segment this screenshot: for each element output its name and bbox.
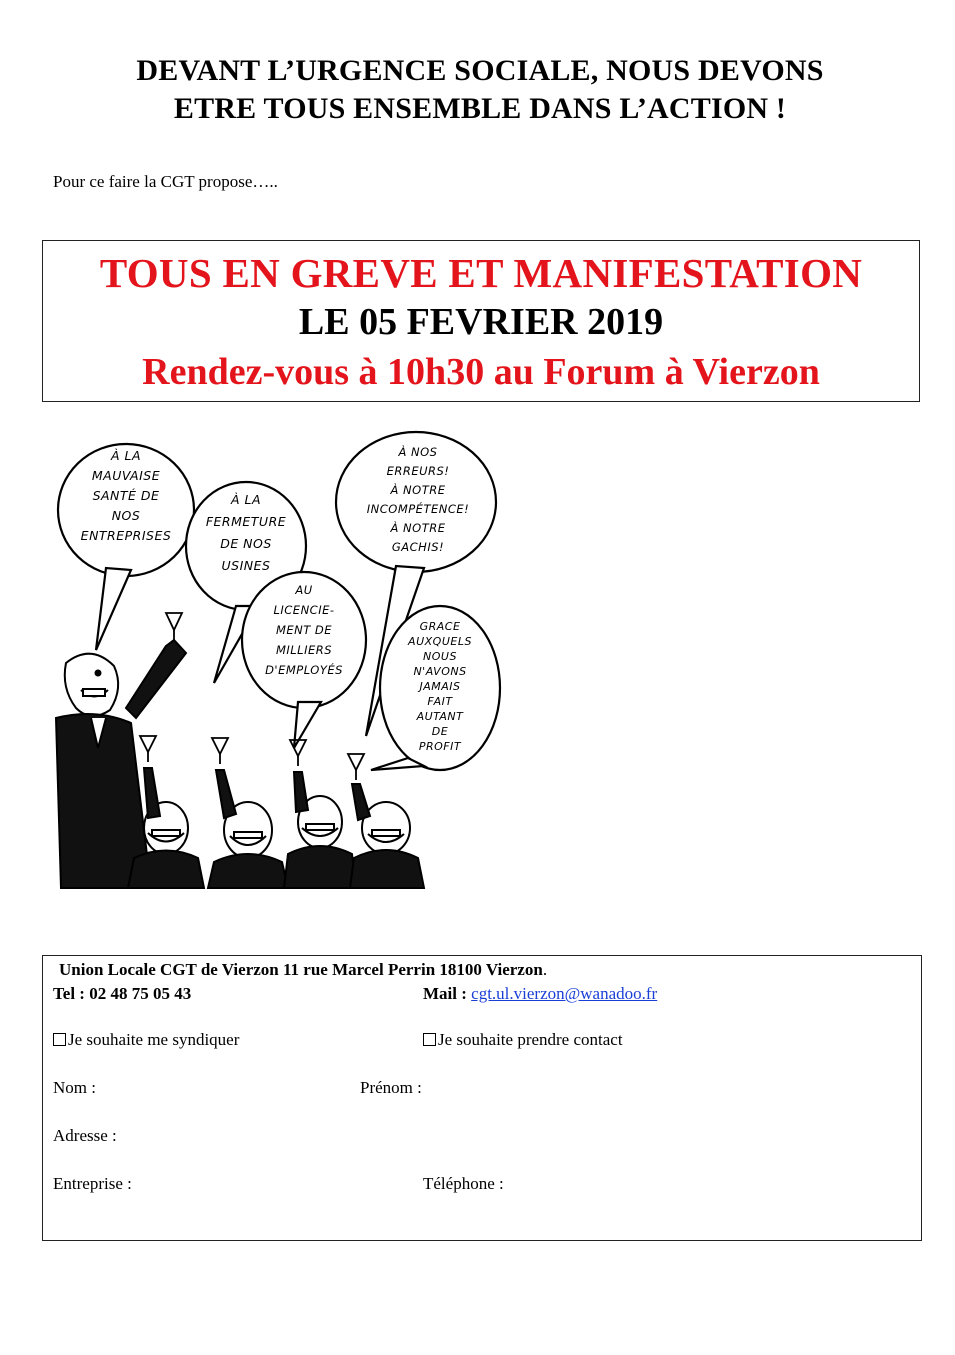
checkbox-syndiquer[interactable] [53,1033,66,1046]
callout-strike-title: TOUS EN GREVE ET MANIFESTATION [99,250,863,296]
bubble-2-line-4: USINES [221,558,271,573]
bubble-5-line-6: FAIT [427,695,453,708]
bubble-3-line-3: MENT DE [275,623,333,637]
bubble-3-line-4: MILLIERS [275,643,333,657]
option-syndiquer[interactable] [53,1030,239,1050]
mail-label: Mail : [423,984,472,1003]
bubble-3-line-5: D'EMPLOYÉS [265,663,343,677]
field-entreprise: Entreprise : [53,1174,132,1193]
headline-line-1: DEVANT L’URGENCE SOCIALE, NOUS DEVONS [136,54,824,87]
bubble-5-line-7: AUTANT [416,710,464,723]
option-contact-label: Je souhaite prendre contact [438,1030,623,1049]
bubble-1-line-4: NOS [111,508,141,523]
union-address-end: . [542,960,548,979]
bubble-4-line-3: À NOTRE [390,483,446,497]
headline-line-2: ETRE TOUS ENSEMBLE DANS L’ACTION ! [173,92,787,125]
intro-text: Pour ce faire la CGT propose….. [53,172,278,191]
bubble-1-line-3: SANTÉ DE [92,488,160,503]
bubble-5-line-1: GRACE [419,620,461,633]
bubble-1-line-1: À LA [110,448,142,463]
bubble-3-line-2: LICENCIE- [273,603,335,617]
field-prenom: Prénom : [360,1078,422,1097]
union-mail [423,984,657,1004]
callout-date: LE 05 FEVRIER 2019 [298,301,664,343]
bubble-4-line-1: À NOS [398,445,438,459]
bubble-5-line-9: PROFIT [418,740,462,753]
union-address-text: Union Locale CGT de Vierzon 11 rue Marcel Perrin 18100 Vierzon [59,960,543,979]
headline [40,52,920,128]
option-syndiquer-label: Je souhaite me syndiquer [68,1030,240,1049]
cartoon-drawing [36,418,508,900]
bubble-4-line-4: INCOMPÉTENCE! [366,502,470,516]
callout-meeting-point: Rendez-vous à 10h30 au Forum à Vierzon [142,351,820,393]
bubble-4-line-6: GACHIS! [391,540,445,554]
bubble-4-line-2: ERREURS! [386,464,450,478]
bubble-1-line-5: ENTREPRISES [80,528,172,543]
option-contact[interactable] [423,1030,623,1050]
field-nom: Nom : [53,1078,96,1097]
union-address [59,960,547,980]
field-adresse: Adresse : [53,1126,117,1145]
bubble-5-line-5: JAMAIS [419,680,461,693]
field-telephone: Téléphone : [423,1174,504,1193]
bubble-5-line-4: N'AVONS [413,665,467,678]
cartoon-illustration [36,418,508,900]
mail-link[interactable]: cgt.ul.vierzon@wanadoo.fr [471,984,658,1003]
checkbox-contact[interactable] [423,1033,436,1046]
bubble-5-line-3: NOUS [423,650,457,663]
bubble-2-line-2: FERMETURE [205,514,287,529]
strike-callout-box [42,240,920,402]
bubble-5-line-2: AUXQUELS [408,635,472,648]
membership-form [42,955,922,1241]
bubble-3-line-1: AU [295,583,313,597]
bubble-2-line-3: DE NOS [220,536,272,551]
union-phone: Tel : 02 48 75 05 43 [53,984,192,1003]
bubble-4-line-5: À NOTRE [390,521,446,535]
bubble-5-line-8: DE [431,725,449,738]
bubble-2-line-1: À LA [230,492,262,507]
bubble-1-line-2: MAUVAISE [91,468,161,483]
